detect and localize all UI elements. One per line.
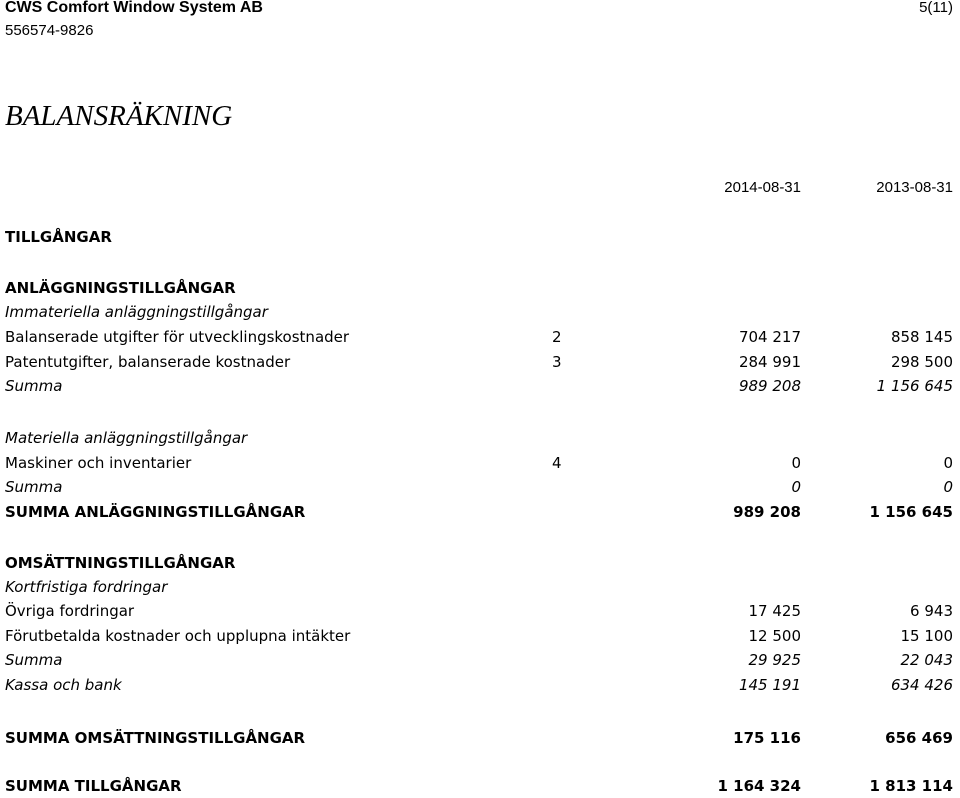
- row-label: Övriga fordringar: [5, 602, 135, 620]
- row-value-previous: 15 100: [900, 627, 953, 645]
- row-value-current: 989 208: [738, 377, 801, 395]
- row-value-current: 0: [791, 454, 801, 472]
- subtotal-row: [0, 648, 960, 672]
- table-row: [0, 350, 960, 374]
- row-value-current: 0: [791, 478, 801, 496]
- document-title: BALANSRÄKNING: [5, 100, 233, 132]
- row-label: Summa: [5, 377, 63, 395]
- company-name: CWS Comfort Window System AB: [5, 0, 263, 16]
- subsection-heading-tangible: [0, 426, 960, 450]
- row-value-previous: 0: [943, 454, 953, 472]
- row-label: Summa: [5, 478, 63, 496]
- table-row: [0, 673, 960, 697]
- row-label: TILLGÅNGAR: [5, 228, 112, 246]
- row-value-current: 989 208: [733, 503, 801, 521]
- row-label: Kassa och bank: [5, 676, 122, 694]
- org-number: 556574-9826: [5, 22, 94, 39]
- row-label: ANLÄGGNINGSTILLGÅNGAR: [5, 279, 236, 297]
- row-value-previous: 0: [943, 478, 953, 496]
- row-value-current: 29 925: [748, 651, 801, 669]
- subtotal-row: [0, 475, 960, 499]
- row-label: Kortfristiga fordringar: [5, 578, 168, 596]
- row-label: Materiella anläggningstillgångar: [5, 429, 248, 447]
- section-heading-assets: [0, 225, 960, 249]
- row-value-current: 145 191: [738, 676, 801, 694]
- row-label: SUMMA TILLGÅNGAR: [5, 777, 182, 795]
- row-value-current: 284 991: [738, 353, 801, 371]
- row-label: Summa: [5, 651, 63, 669]
- row-value-current: 12 500: [748, 627, 801, 645]
- table-row: [0, 325, 960, 349]
- row-note: 4: [552, 454, 562, 472]
- row-value-current: 704 217: [738, 328, 801, 346]
- row-label: OMSÄTTNINGSTILLGÅNGAR: [5, 554, 236, 572]
- table-row: [0, 624, 960, 648]
- row-label: Balanserade utgifter för utvecklingskostnader: [5, 328, 350, 346]
- row-label: SUMMA OMSÄTTNINGSTILLGÅNGAR: [5, 729, 306, 747]
- row-value-previous: 22 043: [900, 651, 953, 669]
- row-value-previous: 858 145: [890, 328, 953, 346]
- section-heading-current-assets: [0, 551, 960, 575]
- row-value-current: 17 425: [748, 602, 801, 620]
- row-label: SUMMA ANLÄGGNINGSTILLGÅNGAR: [5, 503, 306, 521]
- column-header-current-year: 2014-08-31: [724, 179, 801, 196]
- column-header-previous-year: 2013-08-31: [876, 179, 953, 196]
- row-note: 2: [552, 328, 562, 346]
- subtotal-row: [0, 374, 960, 398]
- row-value-current: 175 116: [733, 729, 801, 747]
- table-row: [0, 451, 960, 475]
- total-row-current-assets: [0, 726, 960, 750]
- section-heading-fixed-assets: [0, 276, 960, 300]
- subsection-heading-receivables: [0, 575, 960, 599]
- subsection-heading-intangible: [0, 300, 960, 324]
- row-label: Immateriella anläggningstillgångar: [5, 303, 268, 321]
- row-value-previous: 1 813 114: [869, 777, 953, 795]
- row-value-previous: 634 426: [890, 676, 953, 694]
- row-value-previous: 1 156 645: [876, 377, 953, 395]
- page-number: 5(11): [919, 0, 953, 16]
- row-value-previous: 656 469: [885, 729, 953, 747]
- row-value-previous: 1 156 645: [869, 503, 953, 521]
- total-row-fixed-assets: [0, 500, 960, 524]
- row-label: Patentutgifter, balanserade kostnader: [5, 353, 291, 371]
- row-label: Maskiner och inventarier: [5, 454, 192, 472]
- row-value-previous: 298 500: [890, 353, 953, 371]
- row-value-previous: 6 943: [910, 602, 953, 620]
- row-note: 3: [552, 353, 562, 371]
- table-row: [0, 599, 960, 623]
- row-label: Förutbetalda kostnader och upplupna intäkter: [5, 627, 351, 645]
- total-row-assets: [0, 774, 960, 798]
- row-value-current: 1 164 324: [717, 777, 801, 795]
